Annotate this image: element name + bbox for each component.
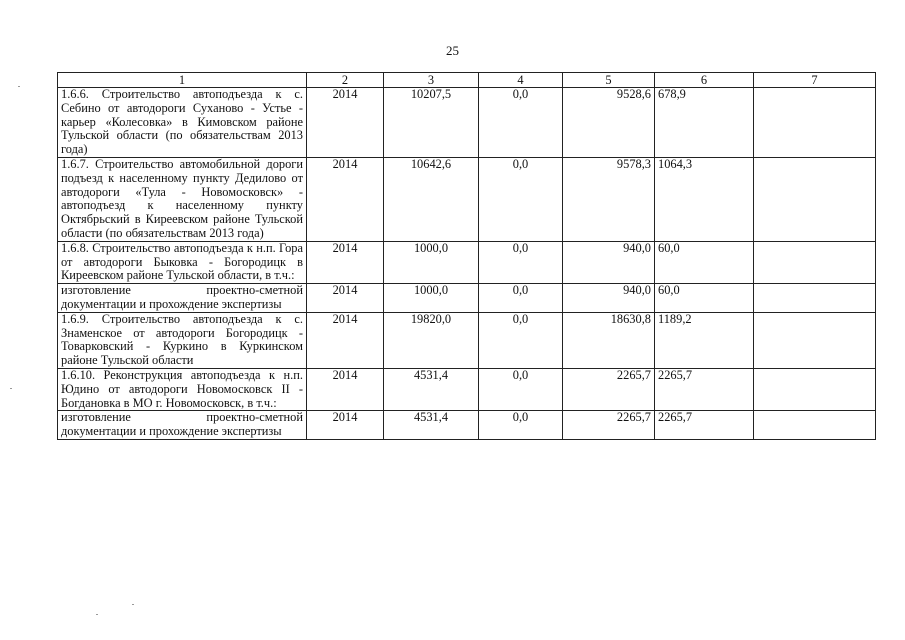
table-row [58,88,876,158]
row-year: 2014 [307,411,384,440]
row-col4: 0,0 [479,157,563,241]
row-col7 [754,368,876,410]
scan-speck [132,604,134,605]
row-col7 [754,411,876,440]
row-col5: 9578,3 [563,157,655,241]
row-total: 19820,0 [384,312,479,368]
row-description: 1.6.9. Строительство автоподъезда к с. Знаменское от автодороги Богородицк - Товарковский - Куркино в Куркинском районе Тульской области [58,312,307,368]
scan-speck [18,86,20,87]
row-col6: 1064,3 [655,157,754,241]
row-col7 [754,312,876,368]
row-col5: 18630,8 [563,312,655,368]
row-year: 2014 [307,88,384,158]
header-cell-2: 2 [307,73,384,88]
row-year: 2014 [307,241,384,283]
header-cell-1: 1 [58,73,307,88]
row-col4: 0,0 [479,241,563,283]
table-row [58,368,876,410]
row-description: изготовление проектно-сметной документации и прохождение экспертизы [58,411,307,440]
row-year: 2014 [307,157,384,241]
row-col6: 678,9 [655,88,754,158]
header-cell-7: 7 [754,73,876,88]
row-description: 1.6.10. Реконструкция автоподъезда к н.п. Юдино от автодороги Новомосковск II - Богдановка в МО г. Новомосковск, в т.ч.: [58,368,307,410]
row-col4: 0,0 [479,411,563,440]
row-description: 1.6.8. Строительство автоподъезда к н.п. Гора от автодороги Быковка - Богородицк в Киреевском районе Тульской области, в т.ч.: [58,241,307,283]
row-year: 2014 [307,284,384,313]
row-total: 1000,0 [384,241,479,283]
header-cell-4: 4 [479,73,563,88]
row-description: изготовление проектно-сметной документации и прохождение экспертизы [58,284,307,313]
row-col4: 0,0 [479,368,563,410]
row-col6: 1189,2 [655,312,754,368]
row-col7 [754,284,876,313]
row-col4: 0,0 [479,312,563,368]
row-total: 10642,6 [384,157,479,241]
row-col7 [754,88,876,158]
row-total: 1000,0 [384,284,479,313]
data-table [57,72,876,440]
row-year: 2014 [307,312,384,368]
table-header [58,73,876,88]
row-col6: 60,0 [655,284,754,313]
row-description: 1.6.6. Строительство автоподъезда к с. Себино от автодороги Суханово - Устье - карьер «Колесовка» в Кимовском районе Тульской области (по обязательствам 2013 года) [58,88,307,158]
row-col5: 940,0 [563,284,655,313]
row-total: 10207,5 [384,88,479,158]
row-col5: 2265,7 [563,368,655,410]
table-row [58,157,876,241]
scan-speck [96,614,98,615]
row-total: 4531,4 [384,368,479,410]
header-cell-3: 3 [384,73,479,88]
row-col7 [754,157,876,241]
scan-speck [10,388,12,389]
header-cell-6: 6 [655,73,754,88]
row-col5: 2265,7 [563,411,655,440]
row-year: 2014 [307,368,384,410]
table-row [58,411,876,440]
table-row [58,284,876,313]
table-row [58,312,876,368]
row-col7 [754,241,876,283]
header-cell-5: 5 [563,73,655,88]
page-number: 25 [446,43,459,58]
row-col6: 2265,7 [655,368,754,410]
row-total: 4531,4 [384,411,479,440]
row-col4: 0,0 [479,284,563,313]
row-col6: 2265,7 [655,411,754,440]
row-col6: 60,0 [655,241,754,283]
table-row [58,241,876,283]
row-col5: 940,0 [563,241,655,283]
row-col4: 0,0 [479,88,563,158]
row-col5: 9528,6 [563,88,655,158]
row-description: 1.6.7. Строительство автомобильной дороги подъезд к населенному пункту Дедилово от автодороги «Тула - Новомосковск» - автоподъезд к населенному пункту Октябрьский в Киреевском районе Тульской области (по обязательствам 2013 года) [58,157,307,241]
